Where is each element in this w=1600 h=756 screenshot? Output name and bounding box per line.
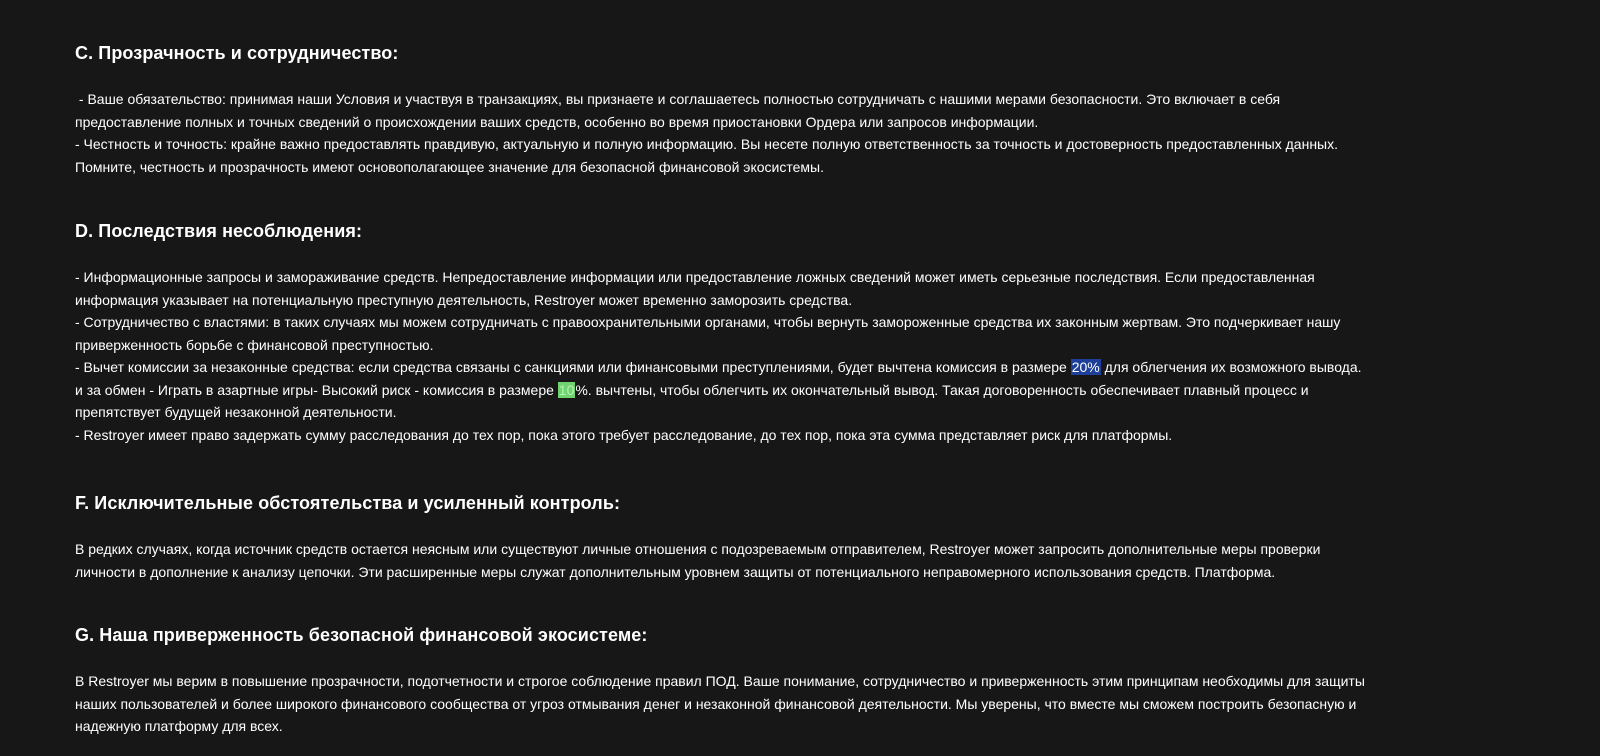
fee-text-after: для облегчения их возможного вывода. xyxy=(1100,359,1362,375)
text-line: В редких случаях, когда источник средств остается неясным или существуют личные отношения с подозреваемым отправителем, Restroyer может запросить дополнительные меры проверки xyxy=(75,541,1321,557)
gamble-percent-highlight: 10 xyxy=(558,381,575,398)
section-body xyxy=(75,538,1515,583)
section-heading: F. Исключительные обстоятельства и усиленный контроль: xyxy=(75,493,621,513)
text-line: надежную платформу для всех. xyxy=(75,718,283,734)
text-line: Помните, честность и прозрачность имеют основополагающее значение для безопасной финансовой экосистемы. xyxy=(75,158,824,175)
section-heading: D. Последствия несоблюдения: xyxy=(75,221,363,241)
section-exceptional-circumstances xyxy=(75,492,1515,583)
gamble-line xyxy=(75,379,1515,402)
text-line: наших пользователей и более широкого финансового сообщества от угроз отмывания денег и незаконной финансовой деятельности. Мы уверены, что вместе мы сможем построить безопасную и xyxy=(75,695,1357,712)
gamble-text-after: %. вычтены, чтобы облегчить их окончательный вывод. Такая договоренность обеспечивает плавный процесс и xyxy=(575,381,1309,398)
gamble-text-before: и за обмен - Играть в азартные игры- Высокий риск - комиссия в размере xyxy=(75,381,558,398)
text-line: - Информационные запросы и замораживание средств. Непредоставление информации или предоставление ложных сведений может иметь серьезные последствия. Если предоставленная xyxy=(75,269,1315,285)
text-line: - Restroyer имеет право задержать сумму расследования до тех пор, пока этого требует расследование, до тех пор, пока эта сумма представляет риск для платформы. xyxy=(75,426,1173,443)
text-line: предоставление полных и точных сведений о происхождении ваших средств, особенно во время приостановки Ордера или запросов информации. xyxy=(75,113,1039,130)
fee-percent-highlight: 20% xyxy=(1071,359,1100,375)
text-line: - Сотрудничество с властями: в таких случаях мы можем сотрудничать с правоохранительными органами, чтобы вернуть замороженные средства их законным жертвам. Это подчеркивает нашу xyxy=(75,314,1341,330)
text-line: информация указывает на потенциальную преступную деятельность, Restroyer может временно заморозить средства. xyxy=(75,291,853,308)
section-heading: C. Прозрачность и сотрудничество: xyxy=(75,43,399,63)
section-heading: G. Наша приверженность безопасной финансовой экосистеме: xyxy=(75,625,648,645)
text-line: приверженность борьбе с финансовой преступностью. xyxy=(75,336,434,353)
text-line: личности в дополнение к анализу цепочки. Эти расширенные меры служат дополнительным уровнем защиты от потенциального неправомерного использования средств. Платформа. xyxy=(75,563,1276,580)
section-transparency xyxy=(75,42,1515,178)
section-body xyxy=(75,266,1515,446)
section-consequences xyxy=(75,220,1515,446)
fee-text-before: - Вычет комиссии за незаконные средства: если средства связаны с санкциями или финансовыми преступлениями, будет вычтена комиссия в размере xyxy=(75,359,1071,375)
text-line: - Ваше обязательство: принимая наши Условия и участвуя в транзакциях, вы признаете и соглашаетесь полностью сотрудничать с нашими мерами безопасности. Это включает в себя xyxy=(75,91,1281,107)
section-body xyxy=(75,88,1515,178)
text-line: В Restroyer мы верим в повышение прозрачности, подотчетности и строгое соблюдение правил ПОД. Ваше понимание, сотрудничество и приверженность этим принципам необходимы для защиты xyxy=(75,673,1365,689)
fee-line xyxy=(75,356,1515,379)
text-line: препятствует будущей незаконной деятельности. xyxy=(75,404,397,420)
section-body xyxy=(75,670,1515,738)
text-line: - Честность и точность: крайне важно предоставлять правдивую, актуальную и полную информацию. Вы несете полную ответственность за точность и достоверность предоставленных данных. xyxy=(75,136,1339,152)
section-commitment xyxy=(75,624,1515,738)
